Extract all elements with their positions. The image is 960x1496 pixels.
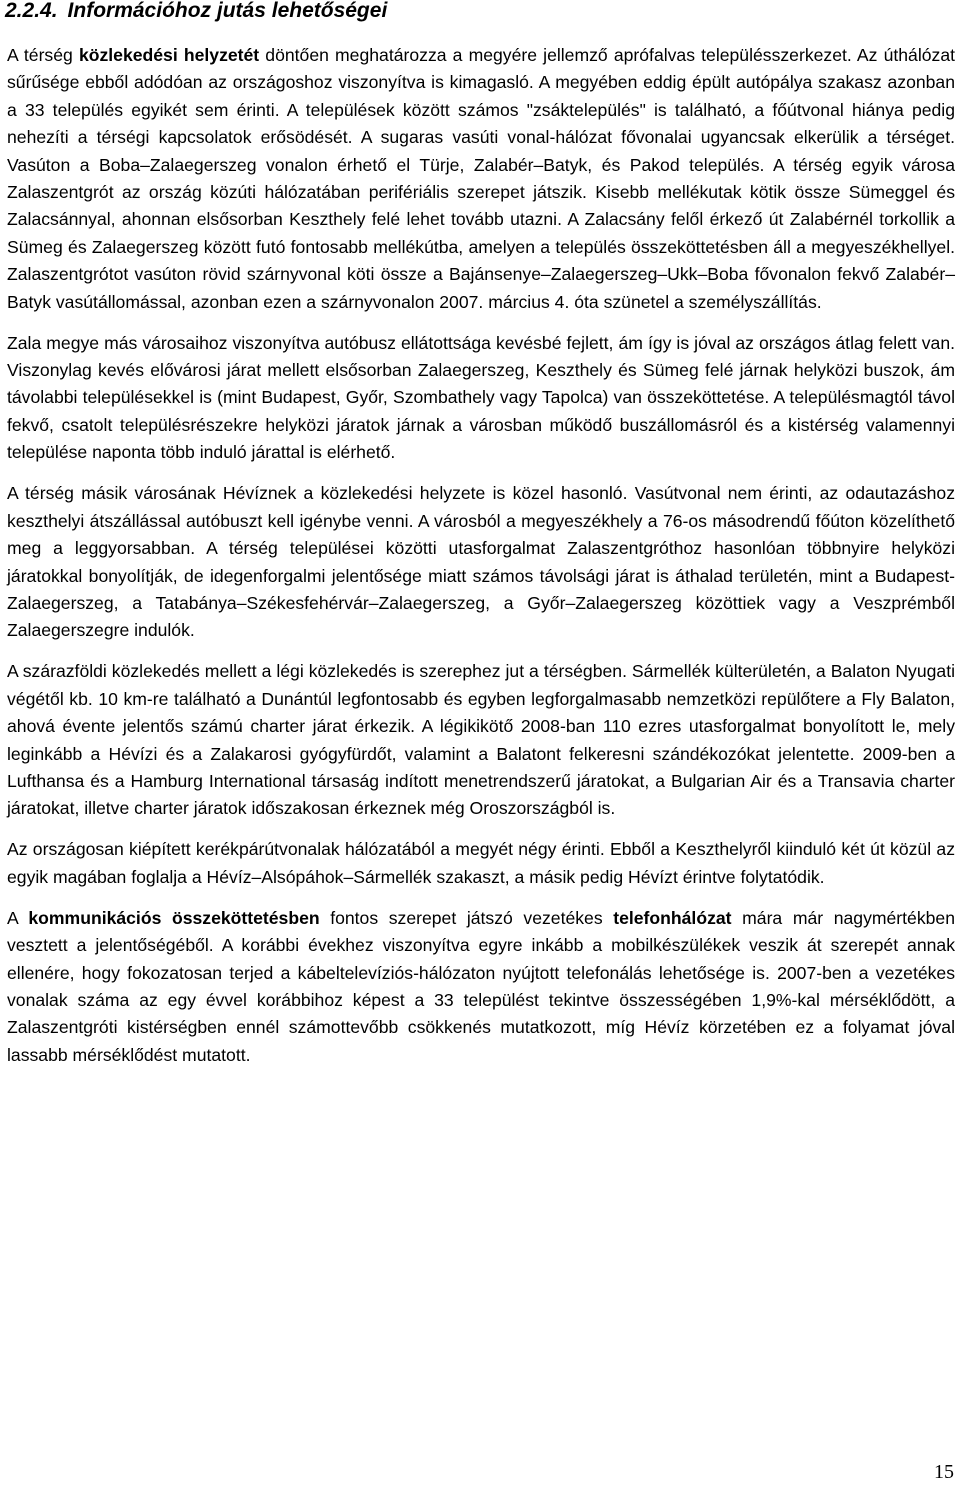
text-run: döntően meghatározza a megyére jellemző aprófalvas településszerkezet. Az úthálózat sűrűsége ebből adódóan az országoshoz viszonyítva is kimagasló. A megyében eddig épült autópálya szakasz azonban a 33 település egyikét sem érinti. A települések között számos "zsáktelepülés" is található, a főútvonal hiánya pedig nehezíti a térségi kapcsolatok erősödését. A sugaras vasúti vonal-hálózat fővonalai ugyancsak elkerülik a térséget. Vasúton a Boba–Zalaegerszeg vonalon érhető el Türje, Zalabér–Batyk, és Pakod település. A térség egyik városa Zalaszentgrót az ország közúti hálózatában perifériális szerepet játszik. Kisebb mellékutak kötik össze Sümeggel és Zalacsánnyal, ahonnan elsősorban Keszthely felé lehet tovább utazni. A Zalacsány felől érkező út Zalabérnél torkollik a Sümeg és Zalaegerszeg között futó fontosabb mellékútba, amelyen a település összeköttetésben áll a megyeszékhellyel. Zalaszentgrótot vasúton rövid szárnyvonal köti össze a Bajánsenye–Zalaegerszeg–Ukk–Boba fővonalon fekvő Zalabér–Batyk vasútállomással, azonban ezen a szárnyvonalon 2007. március 4. óta szünetel a személyszállítás. (7, 45, 955, 312)
text-run: A (7, 907, 29, 928)
section-heading (5, 0, 387, 25)
text-run: A szárazföldi közlekedés mellett a légi közlekedés is szerephez jut a térségben. Sármellék külterületén, a Balaton Nyugati végétől kb. 10 km-re található a Dunántúl legfontosabb és egyben legforgalmasabb nemzetközi repülőtere a Fly Balaton, ahová évente jelentős számú charter járat érkezik. A légikikötő 2008-ban 110 ezres utasforgalmat bonyolított le, mely leginkább a Hévízi és a Zalakarosi gyógyfürdőt, valamint a Balatont felkeresni szándékozókat jelentette. 2009-ben a Lufthansa és a Hamburg International társaság indított menetrendszerű járatokat, a Bulgarian Air és a Transavia charter járatokat, illetve charter járatok időszakosan érkeznek még Oroszországból is. (7, 661, 955, 819)
paragraph-communication (7, 905, 955, 1069)
paragraph-bus-service (7, 330, 955, 467)
text-run: A térség (7, 45, 79, 65)
bold-term: kommunikációs összeköttetésben (28, 907, 320, 928)
bold-term: közlekedési helyzetét (78, 45, 260, 65)
text-run: fontos szerepet játszó vezetékes (319, 907, 614, 928)
text-run: Az országosan kiépített kerékpárútvonalak hálózatából a megyét négy érinti. Ebből a Keszthelyről kiinduló két út közül az egyik magában foglalja a Hévíz–Alsópáhok–Sármellék szakaszt, a másik pedig Hévízt érintve folytatódik. (7, 839, 955, 887)
page-number: 15 (934, 1461, 954, 1483)
body-text (7, 42, 955, 1069)
paragraph-transport-overview (7, 42, 955, 316)
section-title: Információhoz jutás lehetőségei (67, 0, 388, 22)
section-number: 2.2.4. (5, 0, 58, 22)
paragraph-air-transport (7, 658, 955, 822)
text-run: A térség másik városának Hévíznek a közlekedési helyzete is közel hasonló. Vasútvonal nem érinti, az odautazáshoz keszthelyi átszállással autóbuszt kell igénybe venni. A városból a megyeszékhely a 76-os másodrendű főúton közelíthető meg a leggyorsabban. A térség települései közötti utasforgalmat Zalaszentgróthoz hasonlóan többnyire helyközi járatokkal bonyolítják, de idegenforgalmi jelentősége miatt számos távolsági járat is áthalad területén, mint a Budapest-Zalaegerszeg, a Tatabánya–Székesfehérvár–Zalaegerszeg, a Győr–Zalaegerszeg közöttiek vagy a Veszprémből Zalaegerszegre indulók. (7, 483, 955, 641)
text-run: mára már nagymértékben vesztett a jelentőségéből. A korábbi évekhez viszonyítva egyre inkább a mobilkészülékek veszik át szerepét annak ellenére, hogy fokozatosan terjed a kábeltelevíziós-hálózaton nyújtott telefonálás lehetősége is. 2007-ben a vezetékes vonalak száma az egy évvel korábbihoz képest a 33 települést tekintve összességében 1,9%-kal mérséklődött, a Zalaszentgróti kistérségben ennél számottevőbb csökkenés mutatkozott, míg Hévíz körzetében ez a folyamat jóval lassabb mérséklődést mutatott. (7, 907, 955, 1065)
paragraph-cycle-routes (7, 836, 955, 891)
bold-term: telefonhálózat (613, 907, 732, 928)
paragraph-heviz-transport (7, 480, 955, 644)
text-run: Zala megye más városaihoz viszonyítva autóbusz ellátottsága kevésbé fejlett, ám így is jóval az országos átlag felett van. Viszonylag kevés elővárosi járat mellett elsősorban Zalaegerszeg, Keszthely és Sümeg felé járnak helyközi buszok, ám távolabbi településekkel is (mint Budapest, Győr, Szombathely vagy Tapolca) van összeköttetése. A településmagtól távol fekvő, csatolt településrészekre helyközi járatok járnak a városban működő buszállomásról és a kistérség valamennyi települése naponta több induló járattal is elérhető. (7, 332, 955, 463)
